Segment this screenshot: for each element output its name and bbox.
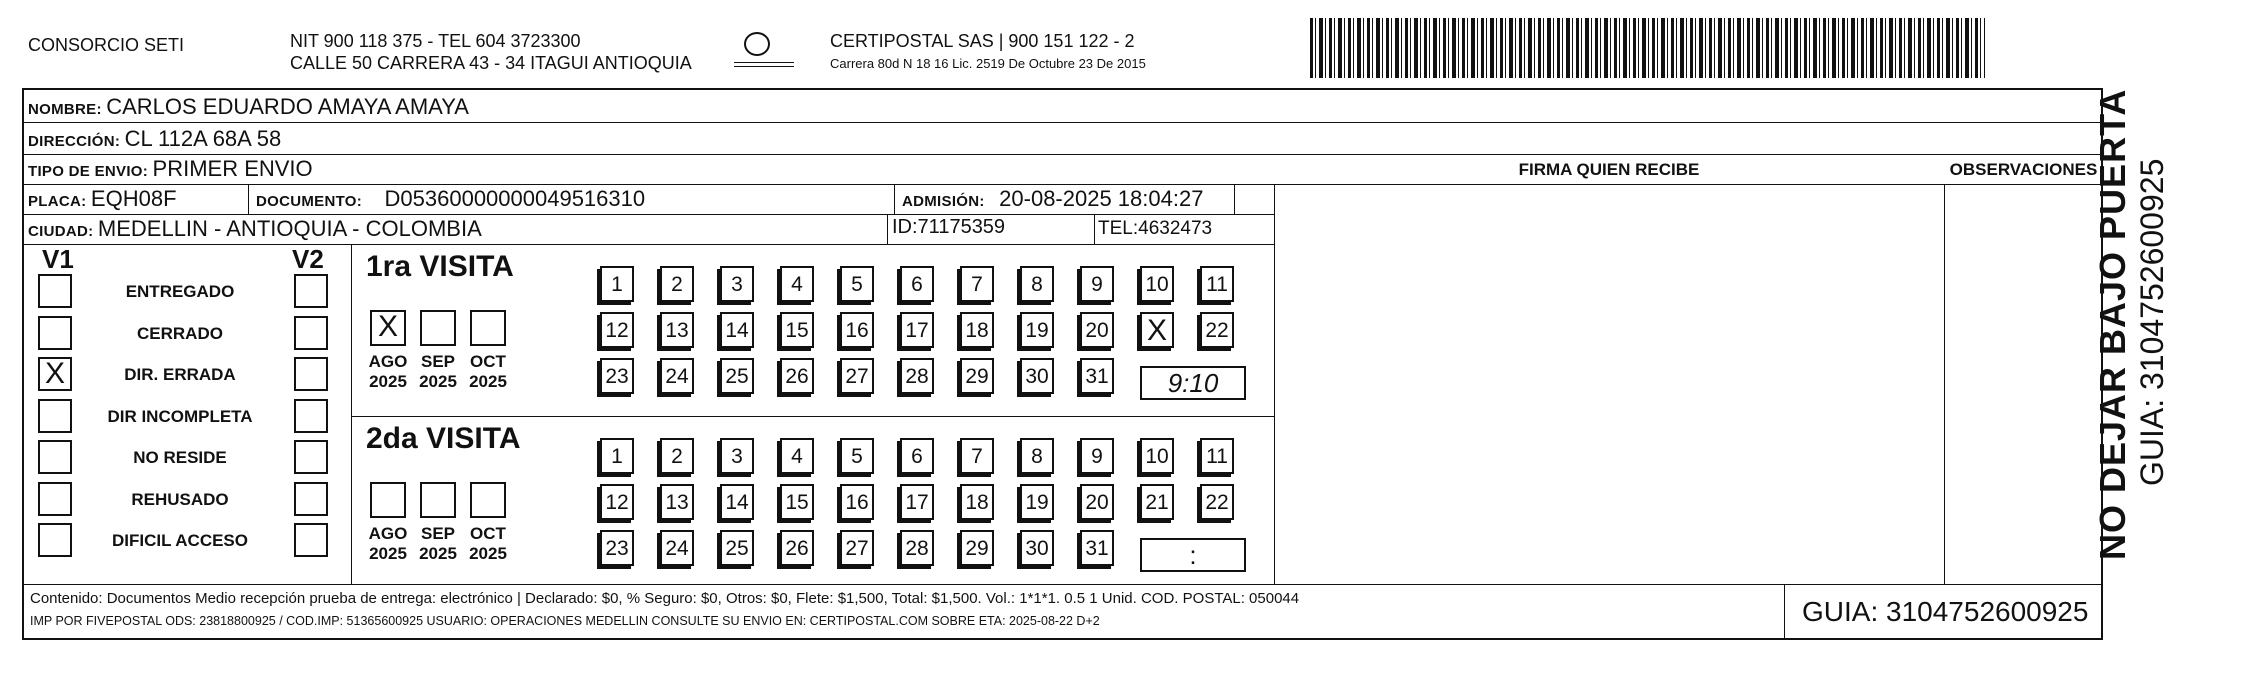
status-label: NO RESIDE [133, 448, 227, 467]
tipo-envio-value: PRIMER ENVIO [152, 156, 313, 181]
visit1-month-checkbox[interactable] [470, 310, 506, 346]
visit1-month-label: AGO [368, 352, 408, 371]
visit2-day-box[interactable]: 26 [780, 530, 814, 566]
visit1-day-box[interactable]: 28 [900, 358, 934, 394]
visit2-day-box[interactable]: 24 [660, 530, 694, 566]
visit2-day-box[interactable]: 16 [840, 484, 874, 520]
visit1-day-box-marked[interactable]: X [1140, 312, 1174, 348]
visit1-month-label: OCT [470, 352, 506, 371]
visit2-day-box[interactable]: 23 [600, 530, 634, 566]
tipo-envio-label: TIPO DE ENVIO: [28, 163, 149, 180]
visit2-day-box[interactable]: 13 [660, 484, 694, 520]
visit2-day-box[interactable]: 28 [900, 530, 934, 566]
visit2-month-label: AGO [368, 524, 408, 543]
visit1-day-box[interactable]: 30 [1020, 358, 1054, 394]
courier-logo-icon [744, 32, 770, 56]
v1-header: V1 [42, 244, 74, 274]
visit1-day-box[interactable]: 14 [720, 312, 754, 348]
visit2-year-label: 2025 [419, 544, 457, 563]
visit1-day-box[interactable]: 17 [900, 312, 934, 348]
visit2-year-label: 2025 [369, 544, 407, 563]
ciudad-value: MEDELLIN - ANTIOQUIA - COLOMBIA [97, 216, 482, 241]
visit2-day-box[interactable]: 14 [720, 484, 754, 520]
visit2-month-label: SEP [420, 524, 456, 543]
status-label: DIR. ERRADA [124, 365, 236, 384]
visit1-month-checkbox[interactable] [420, 310, 456, 346]
visit2-title: 2da VISITA [366, 422, 521, 455]
status-label: REHUSADO [131, 489, 229, 509]
visit1-day-box[interactable]: 5 [840, 266, 874, 302]
status-v2-checkbox[interactable] [294, 274, 328, 308]
status-v1-checkbox[interactable] [38, 274, 72, 308]
status-v1-checkbox[interactable] [38, 316, 72, 350]
visit2-day-box[interactable]: 19 [1020, 484, 1054, 520]
courier-logo-bar [734, 62, 794, 67]
side-guia: GUIA: 3104752600925 [2134, 158, 2170, 486]
visit2-day-box[interactable]: 20 [1080, 484, 1114, 520]
visit1-day-box[interactable]: 31 [1080, 358, 1114, 394]
admision-label: ADMISIÓN: [902, 193, 985, 210]
placa-label: PLACA: [28, 193, 87, 210]
footer-imp-line: IMP POR FIVEPOSTAL ODS: 23818800925 / COD.IMP: 51365600925 USUARIO: OPERACIONES MEDELLIN CONSULTE SU ENVIO EN: CERTIPOSTAL.COM SOBRE ETA: 2025-08-22 D+2 [30, 614, 1100, 628]
status-label: DIR INCOMPLETA [107, 406, 253, 426]
status-v1-checkbox[interactable] [38, 440, 72, 474]
status-v2-checkbox[interactable] [294, 440, 328, 474]
visit1-day-box[interactable]: 7 [960, 266, 994, 302]
visit1-day-box[interactable]: 29 [960, 358, 994, 394]
barcode-icon [1310, 18, 1985, 78]
visit1-month-checkbox[interactable]: X [370, 310, 406, 346]
visit2-year-label: 2025 [469, 544, 507, 563]
visit2-day-box[interactable]: 21 [1140, 484, 1174, 520]
visit2-day-box[interactable]: 2 [660, 438, 694, 474]
status-v1-checkbox[interactable]: X [38, 357, 72, 391]
observaciones-header: OBSERVACIONES [1949, 160, 2098, 179]
visit1-year-label: 2025 [419, 372, 457, 391]
visit1-day-box[interactable]: 6 [900, 266, 934, 302]
visit1-day-box[interactable]: 18 [960, 312, 994, 348]
visit2-month-checkbox[interactable] [370, 482, 406, 518]
id-value: ID:71175359 [892, 216, 1006, 238]
visit2-day-box[interactable]: 5 [840, 438, 874, 474]
visit2-month-checkbox[interactable] [470, 482, 506, 518]
visit2-day-box[interactable]: 1 [600, 438, 634, 474]
documento-label: DOCUMENTO: [256, 193, 363, 210]
shipping-form [22, 88, 2103, 640]
visit1-year-label: 2025 [469, 372, 507, 391]
visit2-day-box[interactable]: 4 [780, 438, 814, 474]
visit2-day-box[interactable]: 27 [840, 530, 874, 566]
firma-header: FIRMA QUIEN RECIBE [1518, 160, 1700, 179]
visit2-day-box[interactable]: 15 [780, 484, 814, 520]
status-label: DIFICIL ACCESO [111, 531, 248, 550]
visit1-day-box[interactable]: 9 [1080, 266, 1114, 302]
visit1-day-box[interactable]: 10 [1140, 266, 1174, 302]
nit-line: NIT 900 118 375 - TEL 604 3723300 [290, 31, 581, 51]
visit1-day-box[interactable]: 12 [600, 312, 634, 348]
visit1-time[interactable]: 9:10 [1140, 366, 1246, 400]
company-name: CONSORCIO SETI [28, 35, 185, 55]
visit1-day-box[interactable]: 3 [720, 266, 754, 302]
visit1-day-box[interactable]: 23 [600, 358, 634, 394]
placa-value: EQH08F [90, 186, 177, 211]
visit1-day-box[interactable]: 19 [1020, 312, 1054, 348]
visit1-day-box[interactable]: 2 [660, 266, 694, 302]
visit1-day-box[interactable]: 15 [780, 312, 814, 348]
visit2-day-box[interactable]: 3 [720, 438, 754, 474]
visit1-day-box[interactable]: 26 [780, 358, 814, 394]
visit2-day-box[interactable]: 18 [960, 484, 994, 520]
visit1-day-box[interactable]: 20 [1080, 312, 1114, 348]
status-label: CERRADO [137, 323, 223, 343]
nombre-value: CARLOS EDUARDO AMAYA AMAYA [106, 94, 469, 119]
visit2-month-label: OCT [470, 524, 506, 543]
status-v2-checkbox[interactable] [294, 482, 328, 516]
status-v2-checkbox[interactable] [294, 523, 328, 557]
visit2-day-box[interactable]: 8 [1020, 438, 1054, 474]
footer-guia: GUIA: 3104752600925 [1802, 596, 2089, 627]
visit2-day-box[interactable]: 7 [960, 438, 994, 474]
documento-value: D05360000000049516310 [384, 186, 646, 211]
visit2-day-box[interactable]: 25 [720, 530, 754, 566]
status-v2-checkbox[interactable] [294, 399, 328, 433]
direccion-value: CL 112A 68A 58 [124, 126, 282, 151]
status-label: ENTREGADO [125, 282, 235, 301]
visit1-day-box[interactable]: 24 [660, 358, 694, 394]
status-v1-checkbox[interactable] [38, 399, 72, 433]
visit1-month-label: SEP [420, 352, 456, 371]
v2-header: V2 [292, 244, 324, 274]
visit1-day-box[interactable]: 11 [1200, 266, 1234, 302]
status-v2-checkbox[interactable] [294, 316, 328, 350]
visit1-day-box[interactable]: 22 [1200, 312, 1234, 348]
direccion-label: DIRECCIÓN: [28, 133, 121, 150]
visit2-day-box[interactable]: 10 [1140, 438, 1174, 474]
tel-value: TEL:4632473 [1098, 218, 1213, 239]
visit1-day-box[interactable]: 8 [1020, 266, 1054, 302]
visit2-day-box[interactable]: 6 [900, 438, 934, 474]
status-v1-checkbox[interactable] [38, 523, 72, 557]
visit2-day-box[interactable]: 11 [1200, 438, 1234, 474]
ciudad-label: CIUDAD: [28, 223, 94, 240]
visit1-day-box[interactable]: 1 [600, 266, 634, 302]
visit1-year-label: 2025 [369, 372, 407, 391]
visit1-day-box[interactable]: 4 [780, 266, 814, 302]
visit2-day-box[interactable]: 31 [1080, 530, 1114, 566]
visit1-day-box[interactable]: 27 [840, 358, 874, 394]
visit1-day-box[interactable]: 13 [660, 312, 694, 348]
visit1-day-box[interactable]: 25 [720, 358, 754, 394]
nombre-label: NOMBRE: [28, 101, 102, 118]
visit2-month-checkbox[interactable] [420, 482, 456, 518]
courier-line: CERTIPOSTAL SAS | 900 151 122 - 2 [830, 31, 1135, 51]
footer-content-line: Contenido: Documentos Medio recepción prueba de entrega: electrónico | Declarado: $0, % Seguro: $0, Otros: $0, Flete: $1,500, Total: $1,500. Vol.: 1*1*1. 0.5 1 Unid. COD. POSTAL: 050044 [30, 590, 1300, 607]
visit2-day-box[interactable]: 30 [1020, 530, 1054, 566]
side-warning: NO DEJAR BAJO PUERTA [2092, 88, 2133, 560]
admision-value: 20-08-2025 18:04:27 [999, 186, 1204, 211]
visit2-time[interactable]: : [1140, 538, 1246, 572]
address-line: CALLE 50 CARRERA 43 - 34 ITAGUI ANTIOQUIA [290, 53, 692, 73]
visit2-day-box[interactable]: 17 [900, 484, 934, 520]
license-line: Carrera 80d N 18 16 Lic. 2519 De Octubre 23 De 2015 [830, 56, 1146, 71]
visit2-day-box[interactable]: 29 [960, 530, 994, 566]
visit2-day-box[interactable]: 9 [1080, 438, 1114, 474]
visit2-day-box[interactable]: 22 [1200, 484, 1234, 520]
visit1-title: 1ra VISITA [366, 250, 514, 283]
status-v2-checkbox[interactable] [294, 357, 328, 391]
visit1-day-box[interactable]: 16 [840, 312, 874, 348]
visit2-day-box[interactable]: 12 [600, 484, 634, 520]
status-v1-checkbox[interactable] [38, 482, 72, 516]
